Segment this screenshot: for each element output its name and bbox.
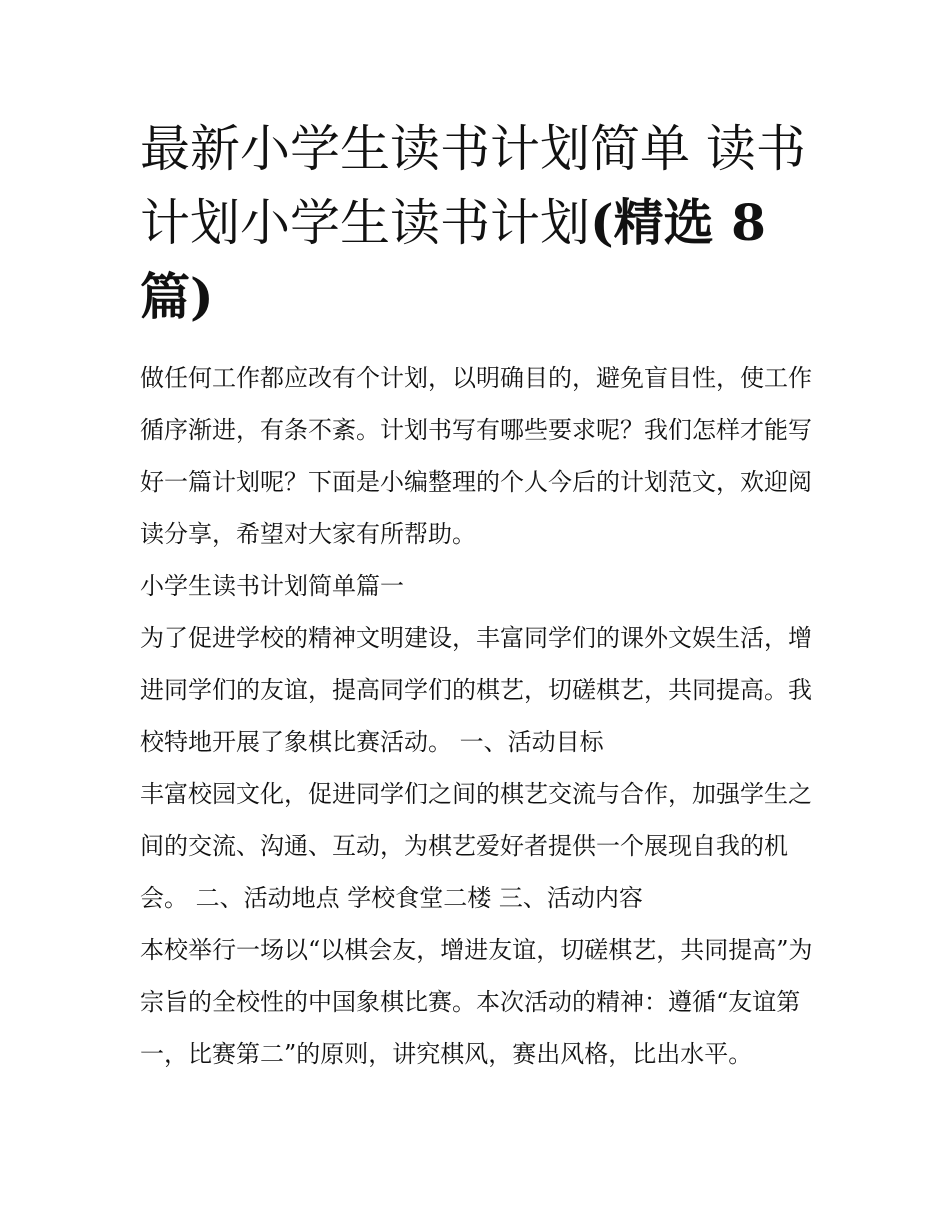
document-content xyxy=(140,112,816,1080)
body-paragraph: 丰富校园文化，促进同学们之间的棋艺交流与合作，加强学生之间的交流、沟通、互动，为棋艺爱好者提供一个展现自我的机会。 二、活动地点 学校食堂二楼 三、活动内容 xyxy=(140,780,812,912)
body-paragraph: 为了促进学校的精神文明建设，丰富同学们的课外文娱生活，增进同学们的友谊，提高同学们的棋艺，切磋棋艺，共同提高。我校特地开展了象棋比赛活动。 一、活动目标 xyxy=(140,624,812,756)
section-heading: 小学生读书计划简单篇一 xyxy=(140,572,404,600)
body-paragraph: 本校举行一场以“以棋会友，增进友谊，切磋棋艺，共同提高”为宗旨的全校性的中国象棋比赛。本次活动的精神：遵循“友谊第一，比赛第二”的原则，讲究棋风，赛出风格，比出水平。 xyxy=(140,936,813,1068)
document-body xyxy=(140,352,816,1080)
intro-paragraph: 做任何工作都应改有个计划，以明确目的，避免盲目性，使工作循序渐进，有条不紊。计划书写有哪些要求呢？我们怎样才能写好一篇计划呢？下面是小编整理的个人今后的计划范文，欢迎阅读分享，希望对大家有所帮助。 xyxy=(140,364,812,548)
document-title xyxy=(140,112,816,334)
document-title-suffix: (精选 8 篇) xyxy=(140,193,766,326)
document-title-main: 最新小学生读书计划简单 读书计划小学生读书计划 xyxy=(140,120,806,252)
